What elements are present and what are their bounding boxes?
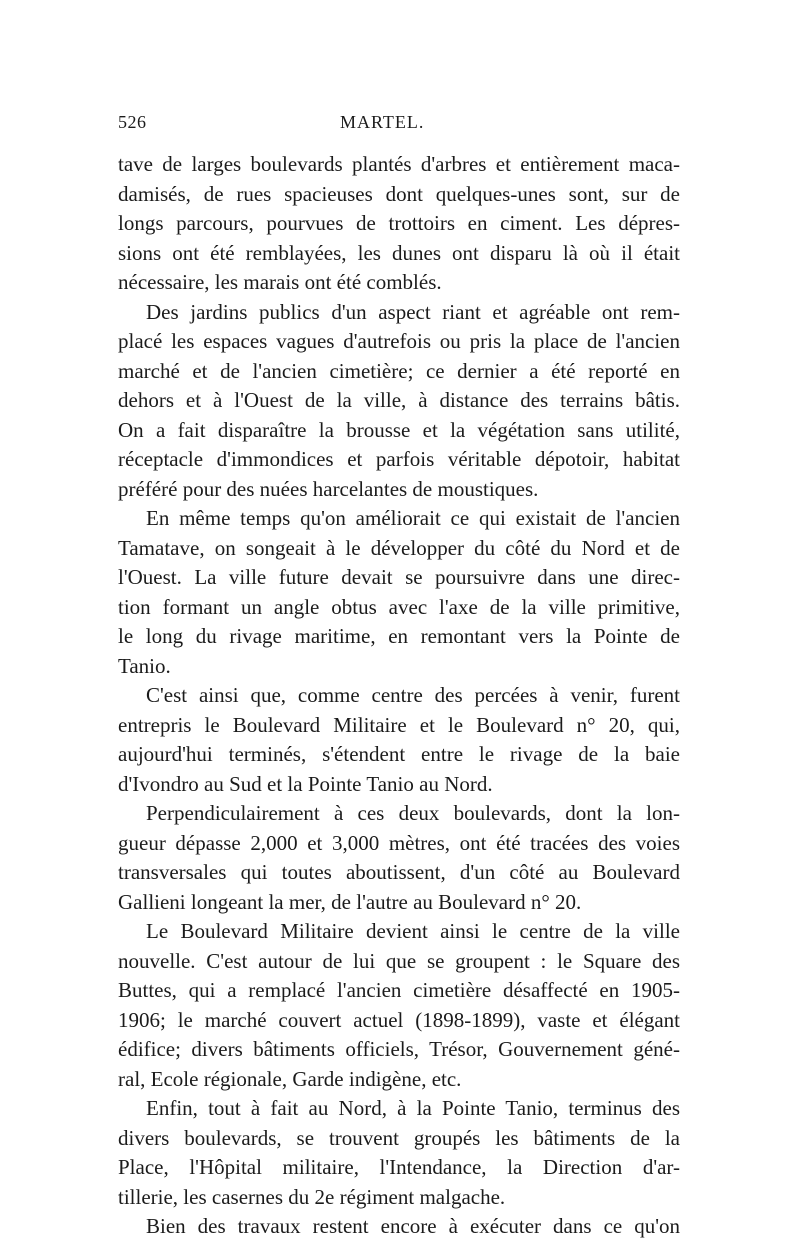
running-head [118, 112, 680, 142]
paragraph [118, 298, 680, 505]
text-line: transversales qui toutes aboutissent, d'un côté au Boulevard [118, 860, 680, 884]
text-line: Perpendiculairement à ces deux boulevards, dont la lon- [146, 801, 680, 825]
text-line: C'est ainsi que, comme centre des percées à venir, furent [146, 683, 680, 707]
text-line: On a fait disparaître la brousse et la végétation sans utilité, [118, 417, 680, 442]
paragraph [118, 917, 680, 1094]
running-title: MARTEL. [340, 112, 425, 132]
text-line: 1906; le marché couvert actuel (1898-1899), vaste et élégant [118, 1007, 680, 1032]
text-line: Tamatave, on songeait à le développer du côté du Nord et de [118, 535, 680, 560]
text-line: nécessaire, les marais ont été comblés. [118, 270, 442, 294]
paragraph [118, 1094, 680, 1212]
text-line: marché et de l'ancien cimetière; ce dernier a été reporté en [118, 358, 680, 383]
paragraph [118, 504, 680, 681]
text-line: damisés, de rues spacieuses dont quelques-unes sont, sur de [118, 181, 680, 206]
body-text [118, 150, 680, 1242]
text-line: En même temps qu'on améliorait ce qui existait de l'ancien [146, 506, 680, 530]
page-number: 526 [118, 112, 147, 132]
text-line: ral, Ecole régionale, Garde indigène, etc. [118, 1066, 462, 1091]
text-line: tave de larges boulevards plantés d'arbres et entièrement maca- [118, 152, 680, 176]
text-line: divers boulevards, se trouvent groupés les bâtiments de la [118, 1125, 680, 1150]
text-line: Buttes, qui a remplacé l'ancien cimetière désaffecté en 1905- [118, 978, 680, 1002]
text-line: Enfin, tout à fait au Nord, à la Pointe Tanio, terminus des [146, 1096, 680, 1120]
text-line: sions ont été remblayées, les dunes ont disparu là où il était [118, 240, 680, 265]
text-line: le long du rivage maritime, en remontant vers la Pointe de [118, 624, 680, 648]
text-line: tion formant un angle obtus avec l'axe de la ville primitive, [118, 594, 680, 619]
text-line: préféré pour des nuées harcelantes de moustiques. [118, 476, 539, 501]
paragraph [118, 150, 680, 298]
text-line: Le Boulevard Militaire devient ainsi le centre de la ville [146, 919, 680, 943]
text-line: aujourd'hui terminés, s'étendent entre le rivage de la baie [118, 742, 680, 766]
text-line: gueur dépasse 2,000 et 3,000 mètres, ont été tracées des voies [118, 830, 680, 855]
text-line: Place, l'Hôpital militaire, l'Intendance, la Direction d'ar- [118, 1155, 680, 1179]
text-line: entrepris le Boulevard Militaire et le Boulevard n° 20, qui, [118, 712, 680, 737]
text-line: l'Ouest. La ville future devait se poursuivre dans une direc- [118, 565, 680, 589]
paragraph [118, 1212, 680, 1242]
text-line: tillerie, les casernes du 2e régiment malgache. [118, 1184, 506, 1209]
text-line: édifice; divers bâtiments officiels, Trésor, Gouvernement géné- [118, 1037, 680, 1061]
text-line: Tanio. [118, 653, 171, 678]
text-line: Gallieni longeant la mer, de l'autre au Boulevard n° 20. [118, 889, 582, 914]
text-line: nouvelle. C'est autour de lui que se groupent : le Square des [118, 948, 680, 973]
paragraph [118, 681, 680, 799]
text-line: dehors et à l'Ouest de la ville, à distance des terrains bâtis. [118, 388, 680, 412]
text-line: réceptacle d'immondices et parfois véritable dépotoir, habitat [118, 447, 680, 471]
text-line: Des jardins publics d'un aspect riant et agréable ont rem- [146, 299, 680, 324]
text-line: longs parcours, pourvues de trottoirs en ciment. Les dépres- [118, 211, 680, 235]
book-page [118, 112, 680, 1242]
text-line: placé les espaces vagues d'autrefois ou pris la place de l'ancien [118, 329, 680, 353]
text-line: d'Ivondro au Sud et la Pointe Tanio au Nord. [118, 771, 493, 796]
text-line: Bien des travaux restent encore à exécuter dans ce qu'on [146, 1214, 680, 1238]
paragraph [118, 799, 680, 917]
